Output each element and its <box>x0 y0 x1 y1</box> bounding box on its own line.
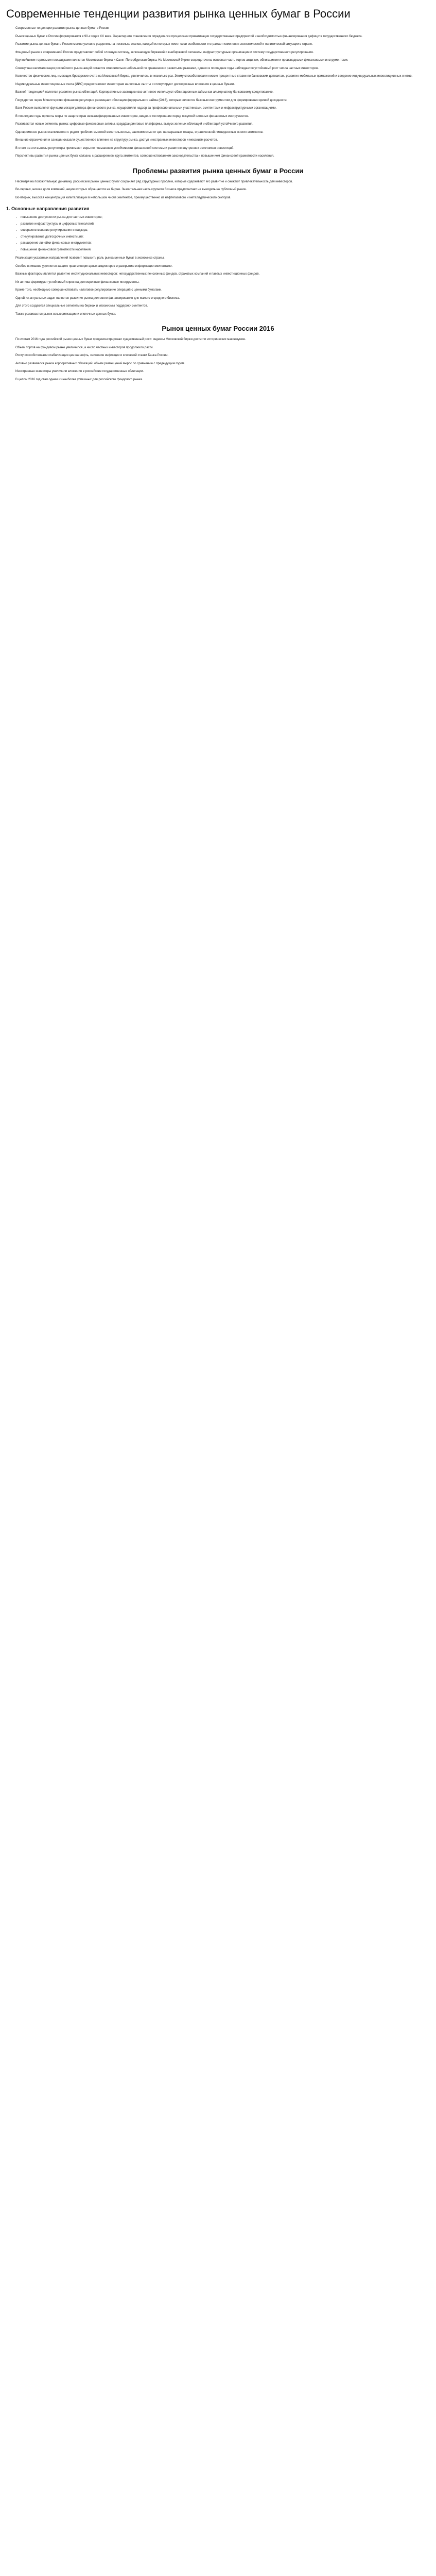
paragraph: Иностранные инвесторы увеличили вложения в российские государственные облигации. <box>15 370 144 374</box>
list-item: • повышение доступности рынка для частных инвесторов; <box>21 214 430 221</box>
section-1 <box>6 49 430 160</box>
article-page <box>0 0 436 395</box>
paragraph: Кроме того, необходимо совершенствовать налоговое регулирование операций с ценными бумагами. <box>15 289 163 292</box>
paragraph: Совокупная капитализация российского рынка акций остается относительно небольшой по сравнению с развитыми рынками, однако в последние годы наблюдается устойчивый рост числа частных инвесторов. <box>15 66 319 70</box>
section-3-title: Рынок ценных бумаг России 2016 <box>162 325 274 333</box>
paragraph: Их активы формируют устойчивый спрос на долгосрочные финансовые инструменты. <box>15 280 139 284</box>
intro-block <box>6 25 430 48</box>
section-2-subheading: 1. Основные направления развития <box>6 206 90 212</box>
paragraph: Для этого создаются специальные сегменты на биржах и механизмы поддержки эмитентов. <box>15 304 148 308</box>
paragraph: Перспективы развития рынка ценных бумаг связаны с расширением круга эмитентов, совершенствованием законодательства и повышением финансовой грамотности населения. <box>15 155 274 158</box>
paragraph: Развиваются новые сегменты рынка: цифровые финансовые активы, краудфандинговые платформы, выпуск зеленых облигаций и облигаций устойчивого развития. <box>15 123 253 126</box>
paragraph: Количество физических лиц, имеющих брокерские счета на Московской бирже, увеличилось в несколько раз. Этому способствовали низкие процентные ставки по банковским депозитам, развитие мобильных приложений и введение индивидуальных инвестиционных счетов. <box>15 75 413 78</box>
paragraph: Важным фактором является развитие институциональных инвесторов: негосударственных пенсионных фондов, страховых компаний и паевых инвестиционных фондов. <box>15 273 260 276</box>
section-3 <box>6 336 430 383</box>
section-2-more <box>6 255 430 317</box>
section-2-list <box>6 214 430 253</box>
paragraph: Объем торгов на фондовом рынке увеличился, а число частных инвесторов продолжило расти. <box>15 346 154 349</box>
paragraph: Несмотря на положительную динамику, российский рынок ценных бумаг сохраняет ряд структурных проблем, которые сдерживают его развитие и снижают привлекательность для инвесторов. <box>15 180 293 183</box>
intro-paragraph: Современные тенденции развития рынка ценных бумаг в России <box>15 27 110 30</box>
page-title: Современные тенденции развития рынка ценных бумаг в России <box>6 7 351 20</box>
section-2 <box>6 179 430 201</box>
paragraph: Государство через Министерство финансов регулярно размещает облигации федерального займа (ОФЗ), которые являются базовым инструментом для формирования кривой доходности. <box>15 98 288 102</box>
paragraph: Одной из актуальных задач является развитие рынка долгового финансирования для малого и среднего бизнеса. <box>15 296 180 300</box>
section-2-title: Проблемы развития рынка ценных бумаг в России <box>132 166 304 175</box>
paragraph: Реализация указанных направлений позволит повысить роль рынка ценных бумаг в экономике страны. <box>15 257 165 260</box>
list-item: • стимулирование долгосрочных инвестиций; <box>21 234 430 241</box>
list-item: • повышение финансовой грамотности населения. <box>21 247 430 253</box>
paragraph: Важной тенденцией является развитие рынка облигаций. Корпоративные заемщики все активнее используют облигационные займы как альтернативу банковскому кредитованию. <box>15 91 274 94</box>
paragraph: Во-первых, низкая доля компаний, акции которых обращаются на бирже. Значительная часть крупного бизнеса предпочитает не выходить на публичный рынок. <box>15 188 247 192</box>
paragraph: Особое внимание уделяется защите прав миноритарных акционеров и раскрытию информации эмитентами. <box>15 264 173 268</box>
list-item: • развитие инфраструктуры и цифровых технологий; <box>21 221 430 228</box>
intro-paragraph: Рынок ценных бумаг в России формировался в 90-х годах XX века. Характер его становления определялся процессами приватизации государственных предприятий и необходимостью финансирования дефицита государственного бюджета. <box>15 35 363 38</box>
paragraph: Крупнейшими торговыми площадками являются Московская биржа и Санкт-Петербургская биржа. На Московской бирже сосредоточена основная часть торгов акциями, облигациями и производными финансовыми инструментами. <box>15 59 348 62</box>
paragraph: Одновременно рынок сталкивается с рядом проблем: высокой волатильностью, зависимостью от цен на сырьевые товары, ограниченной ликвидностью многих эмитентов. <box>15 130 264 134</box>
list-item: • расширение линейки финансовых инструментов; <box>21 240 430 247</box>
paragraph: В целом 2016 год стал одним из наиболее успешных для российского фондового рынка. <box>15 378 143 381</box>
list-item: • совершенствование регулирования и надзора; <box>21 227 430 234</box>
paragraph: Росту способствовали стабилизация цен на нефть, снижение инфляции и ключевой ставки Банка России. <box>15 354 169 358</box>
paragraph: Внешние ограничения и санкции оказали существенное влияние на структуру рынка, доступ иностранных инвесторов и механизм расчетов. <box>15 139 218 142</box>
paragraph: Фондовый рынок в современной России представляет собой сложную систему, включающую биржевой и внебиржевой сегменты, инфраструктурные организации и систему государственного регулирования. <box>15 50 314 54</box>
paragraph: Индивидуальные инвестиционные счета (ИИС) предоставляют инвесторам налоговые льготы и стимулируют долгосрочные вложения в ценные бумаги. <box>15 82 235 86</box>
paragraph: В последние годы приняты меры по защите прав неквалифицированных инвесторов, введено тестирование перед покупкой сложных финансовых инструментов. <box>15 114 249 118</box>
paragraph: Активно развивался рынок корпоративных облигаций: объем размещений вырос по сравнению с предыдущим годом. <box>15 362 185 365</box>
intro-paragraph: Развитие рынка ценных бумаг в России можно условно разделить на несколько этапов, каждый из которых имеет свои особенности и отражает изменения экономической и политической ситуации в стране. <box>15 43 313 46</box>
paragraph: Банк России выполняет функции мегарегулятора финансового рынка, осуществляя надзор за профессиональными участниками, эмитентами и инфраструктурными организациями. <box>15 107 277 110</box>
paragraph: Также развивается рынок секьюритизации и ипотечных ценных бумаг. <box>15 312 116 316</box>
paragraph: В ответ на эти вызовы регуляторы принимают меры по повышению устойчивости финансовой системы и развитию внутренних источников инвестиций. <box>15 146 235 150</box>
paragraph: По итогам 2016 года российский рынок ценных бумаг продемонстрировал существенный рост: индексы Московской биржи достигли исторических максимумов. <box>15 338 246 342</box>
paragraph: Во-вторых, высокая концентрация капитализации в небольшом числе эмитентов, преимущественно из нефтегазового и металлургического секторов. <box>15 196 232 199</box>
